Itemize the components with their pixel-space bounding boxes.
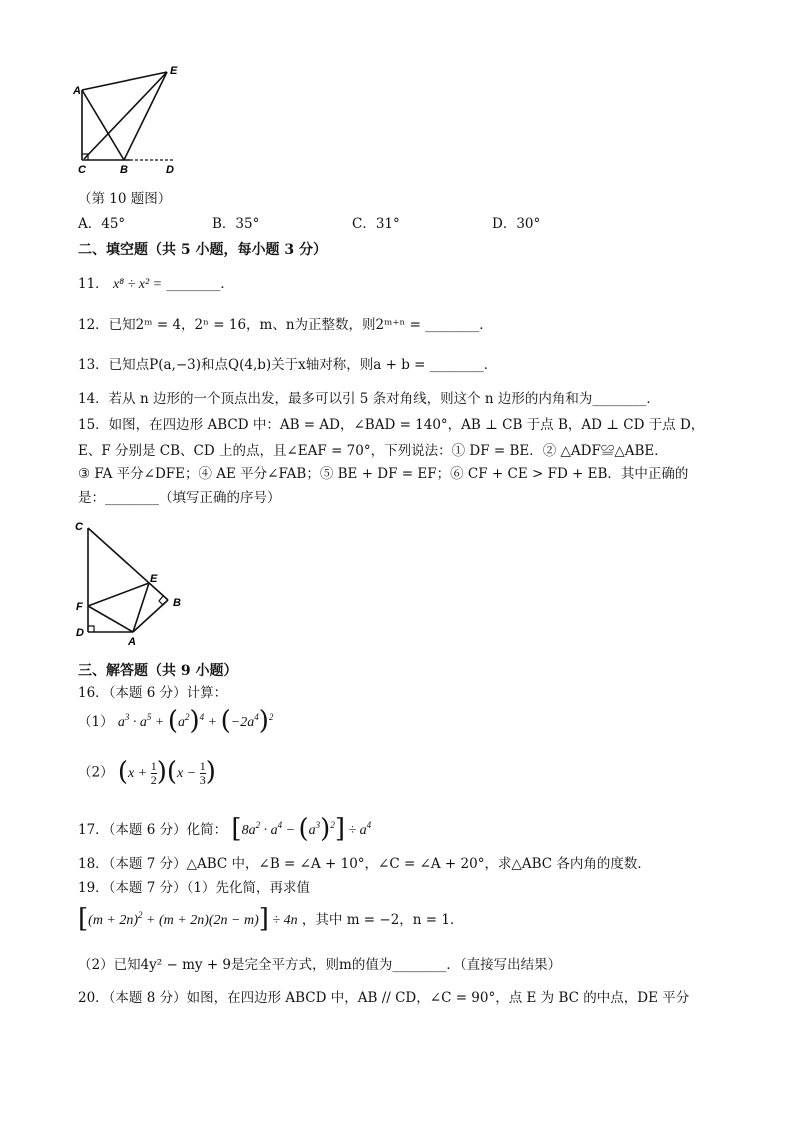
- figure-q15: [70, 518, 190, 650]
- q15-line-4: 是：________（填写正确的序号）: [78, 490, 281, 506]
- q16-part-1: （1） $a^3 \cdot a^5 + (a^2)^4 + (-2a^4)^2$: [78, 706, 274, 736]
- question-18: 18．（本题 7 分）△ABC 中，∠B = ∠A + 10°，∠C = ∠A + 20°，求△ABC 各内角的度数．: [78, 856, 651, 872]
- q15-line-1: 15．如图，在四边形 ABCD 中：AB = AD，∠BAD = 140°，AB ⊥ CB 于点 B，AD ⊥ CD 于点 D，: [78, 417, 705, 433]
- label-B: B: [120, 164, 128, 176]
- label-B: B: [173, 597, 181, 609]
- question-13: 13．已知点P(a,−3)和点Q(4,b)关于x轴对称，则a + b = ________．: [78, 357, 498, 373]
- q11-blank: ________．: [166, 276, 234, 292]
- label-A: A: [73, 85, 81, 97]
- q17-heading: 17．（本题 6 分）化简：: [78, 822, 228, 838]
- q11-expression: x⁸ ÷ x² =: [112, 277, 163, 292]
- label-F: F: [76, 601, 83, 613]
- q15-line-2: E、F 分别是 CB、CD 上的点，且∠EAF = 70°，下列说法：① DF = BE．② △ADF≌△ABE．: [78, 443, 668, 459]
- label-E: E: [170, 65, 178, 77]
- label-D: D: [166, 164, 174, 176]
- q11-number: 11．: [78, 276, 109, 292]
- label-E: E: [150, 573, 158, 585]
- label-D: D: [76, 627, 84, 639]
- q16-part-2: （2） (x + $\frac{1}{2}$ )(x − $\frac{1}{3}$ ): [78, 756, 216, 787]
- section-2-title: 二、填空题（共 5 小题，每小题 3 分）: [78, 242, 327, 258]
- fraction-one-half: $\frac{1}{2}$: [150, 759, 157, 787]
- section-3-title: 三、解答题（共 9 小题）: [78, 663, 238, 679]
- option-c: C．31°: [352, 216, 400, 232]
- q19-part-2: （2）已知4y² − my + 9是完全平方式，则m的值为________．（直接写出结果）: [78, 957, 562, 973]
- figure-caption-q10: （第 10 题图）: [78, 191, 172, 207]
- figure-q10: [70, 62, 190, 180]
- label-A: A: [128, 636, 136, 648]
- q16-part-2-label: （2）: [78, 764, 114, 781]
- question-11: [78, 275, 234, 294]
- q16-heading: 16．（本题 6 分）计算：: [78, 685, 228, 701]
- question-20: 20．（本题 8 分）如图，在四边形 ABCD 中，AB // CD，∠C = 90°，点 E 为 BC 的中点，DE 平分: [78, 990, 690, 1006]
- question-17: 17．（本题 6 分）化简： $[8a^2 \cdot a^4 - (a^3)^2] \div a^4$: [78, 814, 372, 844]
- option-d: D．30°: [492, 216, 541, 232]
- q19-heading: 19．（本题 7 分）（1）先化简，再求值: [78, 880, 310, 896]
- q16-part-1-label: （1）: [78, 714, 114, 730]
- fraction-one-third: $\frac{1}{3}$: [199, 759, 206, 787]
- q19-condition: ，其中 m = −2，n = 1．: [301, 912, 464, 928]
- option-b: B．35°: [212, 216, 260, 232]
- option-a: A．45°: [78, 216, 126, 232]
- question-14: 14．若从 n 边形的一个顶点出发，最多可以引 5 条对角线，则这个 n 边形的内角和为________．: [78, 391, 660, 407]
- q19-part-1-expression: $[(m + 2n)^2 + (m + 2n)(2n - m)] \div 4n$ ，其中 m = −2，n = 1．: [78, 904, 464, 934]
- q15-line-3: ③ FA 平分∠DFE；④ AE 平分∠FAB；⑤ BE + DF = EF；⑥ CF + CE > FD + EB．其中正确的: [78, 466, 689, 482]
- question-12: 12．已知2ᵐ = 4，2ⁿ = 16，m、n为正整数，则2ᵐ⁺ⁿ = ________．: [78, 317, 493, 333]
- label-C: C: [78, 164, 86, 176]
- label-C: C: [75, 521, 83, 533]
